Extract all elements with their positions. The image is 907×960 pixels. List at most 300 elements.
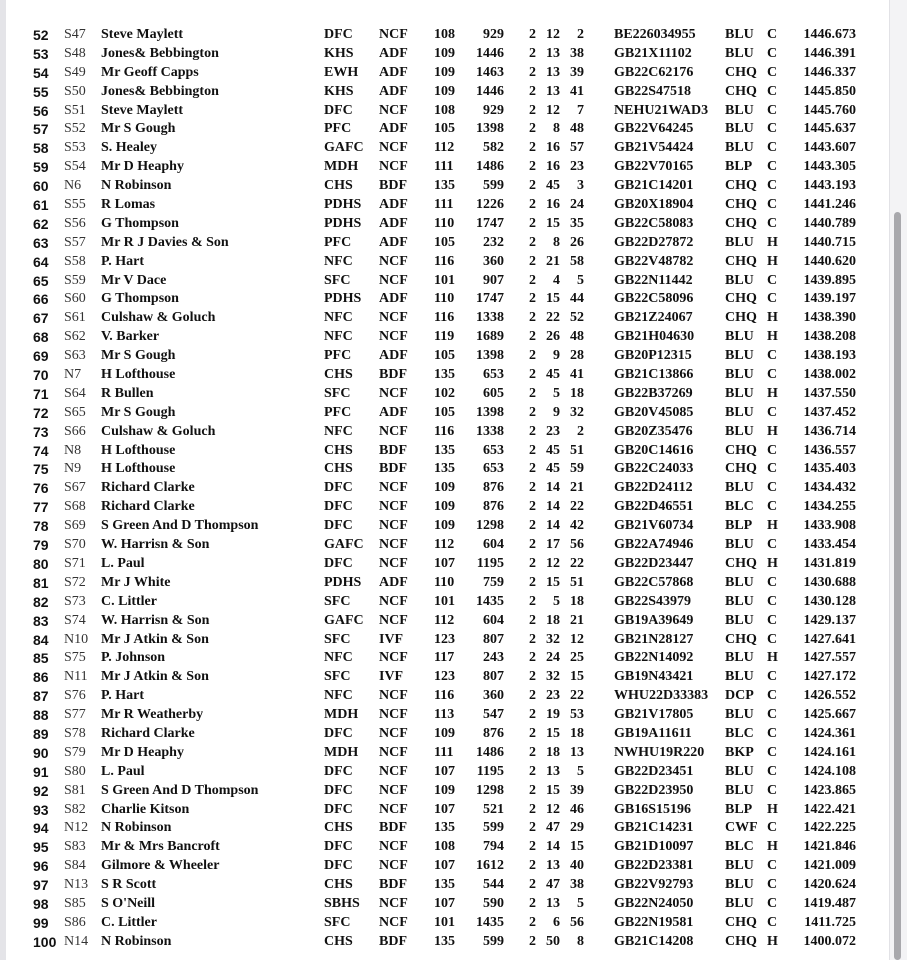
fancier-name-cell: Mr D Heaphy [101, 744, 184, 760]
miles-cell: 108 [434, 839, 455, 855]
miles-cell: 108 [434, 102, 455, 118]
position-cell: 57 [33, 121, 49, 138]
sex-cell: H [767, 839, 778, 855]
ring-number-cell: GB22D23381 [614, 858, 694, 874]
minute-cell: 21 [570, 612, 584, 628]
velocity-cell: 1443.305 [803, 159, 856, 175]
hour-cell: 5 [553, 593, 560, 609]
fancier-name-cell: W. Harrisn & Son [101, 537, 210, 553]
club-cell: GAFC [324, 537, 364, 553]
hour-cell: 32 [546, 669, 560, 685]
club-cell: CHS [324, 820, 353, 836]
colour-cell: BLU [725, 234, 754, 250]
section-position-cell: N14 [64, 933, 89, 949]
position-cell: 65 [33, 272, 49, 289]
day-cell: 2 [529, 725, 536, 741]
position-cell: 84 [33, 631, 49, 648]
position-cell: 61 [33, 197, 49, 214]
hour-cell: 12 [546, 27, 560, 42]
colour-cell: BLU [725, 385, 754, 401]
position-cell: 88 [33, 707, 49, 724]
miles-cell: 105 [434, 121, 455, 137]
federation-cell: NCF [379, 518, 408, 534]
ring-number-cell: GB22D23447 [614, 555, 694, 571]
yards-cell: 653 [483, 442, 504, 458]
day-cell: 2 [529, 385, 536, 401]
club-cell: CHS [324, 442, 353, 458]
minute-cell: 21 [570, 480, 584, 496]
day-cell: 2 [529, 367, 536, 383]
colour-cell: CWF [725, 820, 758, 836]
yards-cell: 1195 [476, 555, 504, 571]
yards-cell: 243 [483, 650, 504, 666]
sex-cell: C [767, 140, 778, 156]
section-position-cell: S75 [64, 650, 86, 666]
section-position-cell: N10 [64, 631, 89, 647]
velocity-cell: 1438.390 [803, 310, 856, 326]
colour-cell: BLP [725, 518, 753, 534]
minute-cell: 38 [570, 877, 584, 893]
minute-cell: 51 [570, 574, 584, 590]
fancier-name-cell: Jones& Bebbington [101, 83, 219, 99]
minute-cell: 41 [570, 83, 584, 99]
club-cell: MDH [324, 707, 359, 723]
yards-cell: 599 [483, 820, 504, 836]
colour-cell: BLU [725, 650, 754, 666]
minute-cell: 58 [570, 253, 584, 269]
ring-number-cell: NWHU19R220 [614, 744, 705, 760]
fancier-name-cell: Jones& Bebbington [101, 45, 219, 61]
sex-cell: H [767, 329, 778, 345]
miles-cell: 109 [434, 64, 455, 80]
sex-cell: C [767, 83, 778, 99]
table-row [0, 64, 889, 83]
position-cell: 85 [33, 650, 49, 667]
sex-cell: C [767, 348, 778, 364]
fancier-name-cell: H Lofthouse [101, 442, 176, 458]
section-position-cell: S47 [64, 27, 86, 42]
table-row [0, 234, 889, 253]
yards-cell: 876 [483, 725, 504, 741]
hour-cell: 45 [546, 461, 560, 477]
federation-cell: NCF [379, 423, 408, 439]
miles-cell: 111 [434, 159, 454, 175]
yards-cell: 1486 [476, 159, 504, 175]
ring-number-cell: WHU22D33383 [614, 688, 709, 704]
sex-cell: C [767, 612, 778, 628]
yards-cell: 1689 [476, 329, 504, 345]
table-row [0, 366, 889, 385]
yards-cell: 604 [483, 612, 504, 628]
ring-number-cell: GB21Z24067 [614, 310, 693, 326]
section-position-cell: S82 [64, 801, 86, 817]
section-position-cell: S50 [64, 83, 86, 99]
section-position-cell: S67 [64, 480, 86, 496]
minute-cell: 53 [570, 707, 584, 723]
colour-cell: BLP [725, 801, 753, 817]
sex-cell: C [767, 197, 778, 213]
hour-cell: 45 [546, 367, 560, 383]
miles-cell: 109 [434, 499, 455, 515]
sex-cell: C [767, 820, 778, 836]
ring-number-cell: GB21V17805 [614, 707, 694, 723]
yards-cell: 929 [483, 27, 504, 42]
section-position-cell: S63 [64, 348, 86, 364]
minute-cell: 41 [570, 367, 584, 383]
position-cell: 92 [33, 782, 49, 799]
colour-cell: CHQ [725, 310, 757, 326]
ring-number-cell: GB21C14208 [614, 933, 694, 949]
miles-cell: 112 [434, 537, 455, 553]
velocity-cell: 1446.391 [803, 45, 856, 61]
miles-cell: 107 [434, 858, 455, 874]
sex-cell: C [767, 895, 778, 911]
ring-number-cell: GB20X18904 [614, 197, 694, 213]
day-cell: 2 [529, 744, 536, 760]
table-row [0, 328, 889, 347]
table-row [0, 725, 889, 744]
sex-cell: C [767, 725, 778, 741]
section-position-cell: S51 [64, 102, 86, 118]
federation-cell: NCF [379, 725, 408, 741]
section-position-cell: S53 [64, 140, 86, 156]
federation-cell: ADF [379, 404, 408, 420]
minute-cell: 2 [577, 27, 584, 42]
section-position-cell: S86 [64, 914, 86, 930]
position-cell: 99 [33, 914, 49, 931]
section-position-cell: S79 [64, 744, 86, 760]
hour-cell: 21 [546, 253, 560, 269]
hour-cell: 16 [546, 140, 560, 156]
federation-cell: NCF [379, 839, 408, 855]
ring-number-cell: GB22V48782 [614, 253, 694, 269]
table-row [0, 83, 889, 102]
hour-cell: 12 [546, 102, 560, 118]
colour-cell: DCP [725, 688, 754, 704]
miles-cell: 109 [434, 725, 455, 741]
fancier-name-cell: Mr & Mrs Bancroft [101, 839, 220, 855]
miles-cell: 105 [434, 234, 455, 250]
minute-cell: 39 [570, 782, 584, 798]
velocity-cell: 1437.452 [803, 404, 856, 420]
fancier-name-cell: Mr S Gough [101, 404, 176, 420]
ring-number-cell: GB22C62176 [614, 64, 694, 80]
sex-cell: C [767, 27, 778, 42]
section-position-cell: S52 [64, 121, 86, 137]
miles-cell: 109 [434, 480, 455, 496]
hour-cell: 45 [546, 442, 560, 458]
colour-cell: BLU [725, 102, 754, 118]
federation-cell: ADF [379, 215, 408, 231]
yards-cell: 1612 [476, 858, 504, 874]
position-cell: 80 [33, 555, 49, 572]
position-cell: 69 [33, 348, 49, 365]
velocity-cell: 1438.208 [803, 329, 856, 345]
federation-cell: BDF [379, 442, 407, 458]
sex-cell: C [767, 64, 778, 80]
sex-cell: C [767, 291, 778, 307]
minute-cell: 5 [577, 895, 584, 911]
hour-cell: 14 [546, 518, 560, 534]
position-cell: 82 [33, 593, 49, 610]
day-cell: 2 [529, 102, 536, 118]
ring-number-cell: GB22N19581 [614, 914, 694, 930]
hour-cell: 14 [546, 839, 560, 855]
minute-cell: 22 [570, 688, 584, 704]
ring-number-cell: GB22D46551 [614, 499, 694, 515]
club-cell: KHS [324, 83, 354, 99]
ring-number-cell: GB21C13866 [614, 367, 694, 383]
ring-number-cell: GB22C58083 [614, 215, 694, 231]
hour-cell: 24 [546, 650, 560, 666]
ring-number-cell: GB22C58096 [614, 291, 694, 307]
miles-cell: 109 [434, 518, 455, 534]
yards-cell: 590 [483, 895, 504, 911]
hour-cell: 47 [546, 820, 560, 836]
position-cell: 98 [33, 895, 49, 912]
minute-cell: 15 [570, 669, 584, 685]
club-cell: PFC [324, 121, 352, 137]
fancier-name-cell: Culshaw & Goluch [101, 423, 216, 439]
fancier-name-cell: Mr J Atkin & Son [101, 669, 209, 685]
vertical-scrollbar-thumb[interactable] [894, 212, 901, 960]
ring-number-cell: GB21N28127 [614, 631, 694, 647]
day-cell: 2 [529, 272, 536, 288]
federation-cell: BDF [379, 461, 407, 477]
hour-cell: 22 [546, 310, 560, 326]
velocity-cell: 1435.403 [803, 461, 856, 477]
miles-cell: 105 [434, 404, 455, 420]
minute-cell: 39 [570, 64, 584, 80]
federation-cell: NCF [379, 707, 408, 723]
position-cell: 70 [33, 367, 49, 384]
section-position-cell: N13 [64, 877, 89, 893]
minute-cell: 5 [577, 272, 584, 288]
ring-number-cell: GB20P12315 [614, 348, 692, 364]
table-row [0, 593, 889, 612]
day-cell: 2 [529, 518, 536, 534]
fancier-name-cell: S O'Neill [101, 895, 156, 911]
day-cell: 2 [529, 291, 536, 307]
day-cell: 2 [529, 121, 536, 137]
miles-cell: 110 [434, 215, 455, 231]
velocity-cell: 1420.624 [803, 877, 856, 893]
velocity-cell: 1440.715 [803, 234, 856, 250]
club-cell: PDHS [324, 574, 362, 590]
velocity-cell: 1429.137 [803, 612, 856, 628]
fancier-name-cell: W. Harrisn & Son [101, 612, 210, 628]
fancier-name-cell: Gilmore & Wheeler [101, 858, 220, 874]
position-cell: 79 [33, 537, 49, 554]
federation-cell: NCF [379, 801, 408, 817]
miles-cell: 135 [434, 461, 455, 477]
position-cell: 60 [33, 178, 49, 195]
section-position-cell: S48 [64, 45, 86, 61]
club-cell: DFC [324, 102, 353, 118]
federation-cell: NCF [379, 329, 408, 345]
section-position-cell: S76 [64, 688, 86, 704]
section-position-cell: S73 [64, 593, 86, 609]
colour-cell: BLU [725, 537, 754, 553]
colour-cell: BLC [725, 499, 754, 515]
yards-cell: 1747 [476, 291, 504, 307]
club-cell: GAFC [324, 140, 364, 156]
minute-cell: 5 [577, 763, 584, 779]
club-cell: EWH [324, 64, 359, 80]
club-cell: PFC [324, 404, 352, 420]
ring-number-cell: GB22V70165 [614, 159, 694, 175]
club-cell: MDH [324, 744, 359, 760]
velocity-cell: 1423.865 [803, 782, 856, 798]
club-cell: DFC [324, 725, 353, 741]
club-cell: DFC [324, 27, 353, 42]
colour-cell: BLU [725, 895, 754, 911]
velocity-cell: 1437.550 [803, 385, 856, 401]
hour-cell: 26 [546, 329, 560, 345]
miles-cell: 107 [434, 555, 455, 571]
colour-cell: BLC [725, 725, 754, 741]
sex-cell: C [767, 121, 778, 137]
yards-cell: 1195 [476, 763, 504, 779]
fancier-name-cell: R Lomas [101, 197, 156, 213]
section-position-cell: S80 [64, 763, 86, 779]
miles-cell: 105 [434, 348, 455, 364]
ring-number-cell: GB21X11102 [614, 45, 692, 61]
velocity-cell: 1439.197 [803, 291, 856, 307]
yards-cell: 794 [483, 839, 504, 855]
fancier-name-cell: Culshaw & Goluch [101, 310, 216, 326]
minute-cell: 26 [570, 234, 584, 250]
table-row [0, 460, 889, 479]
section-position-cell: S69 [64, 518, 86, 534]
fancier-name-cell: S Green And D Thompson [101, 518, 259, 534]
hour-cell: 18 [546, 744, 560, 760]
race-results-table [0, 26, 889, 952]
yards-cell: 521 [483, 801, 504, 817]
day-cell: 2 [529, 461, 536, 477]
fancier-name-cell: N Robinson [101, 178, 172, 194]
day-cell: 2 [529, 782, 536, 798]
fancier-name-cell: P. Johnson [101, 650, 166, 666]
velocity-cell: 1422.421 [803, 801, 856, 817]
colour-cell: BKP [725, 744, 754, 760]
club-cell: SFC [324, 914, 351, 930]
sex-cell: C [767, 763, 778, 779]
sex-cell: H [767, 933, 778, 949]
yards-cell: 907 [483, 272, 504, 288]
sex-cell: C [767, 858, 778, 874]
colour-cell: BLU [725, 877, 754, 893]
velocity-cell: 1427.557 [803, 650, 856, 666]
section-position-cell: S57 [64, 234, 86, 250]
federation-cell: NCF [379, 763, 408, 779]
club-cell: PDHS [324, 197, 362, 213]
colour-cell: BLP [725, 159, 753, 175]
position-cell: 67 [33, 310, 49, 327]
ring-number-cell: GB22D24112 [614, 480, 693, 496]
miles-cell: 102 [434, 385, 455, 401]
miles-cell: 101 [434, 593, 455, 609]
section-position-cell: N12 [64, 820, 89, 836]
ring-number-cell: GB21V54424 [614, 140, 694, 156]
sex-cell: C [767, 442, 778, 458]
minute-cell: 35 [570, 215, 584, 231]
day-cell: 2 [529, 574, 536, 590]
velocity-cell: 1443.607 [803, 140, 856, 156]
federation-cell: BDF [379, 933, 407, 949]
section-position-cell: S81 [64, 782, 86, 798]
velocity-cell: 1436.714 [803, 423, 856, 439]
fancier-name-cell: Mr S Gough [101, 121, 176, 137]
day-cell: 2 [529, 895, 536, 911]
section-position-cell: S54 [64, 159, 86, 175]
yards-cell: 653 [483, 461, 504, 477]
minute-cell: 44 [570, 291, 584, 307]
position-cell: 68 [33, 329, 49, 346]
position-cell: 91 [33, 763, 49, 780]
velocity-cell: 1421.846 [803, 839, 856, 855]
position-cell: 62 [33, 215, 49, 232]
yards-cell: 1298 [476, 518, 504, 534]
federation-cell: NCF [379, 102, 408, 118]
table-row [0, 857, 889, 876]
table-row [0, 120, 889, 139]
table-row [0, 782, 889, 801]
hour-cell: 15 [546, 291, 560, 307]
hour-cell: 5 [553, 385, 560, 401]
club-cell: PDHS [324, 291, 362, 307]
club-cell: SBHS [324, 895, 360, 911]
section-position-cell: S58 [64, 253, 86, 269]
federation-cell: NCF [379, 914, 408, 930]
sex-cell: C [767, 877, 778, 893]
table-row [0, 706, 889, 725]
ring-number-cell: GB22C24033 [614, 461, 694, 477]
club-cell: DFC [324, 858, 353, 874]
hour-cell: 9 [553, 348, 560, 364]
colour-cell: CHQ [725, 64, 757, 80]
colour-cell: BLU [725, 574, 754, 590]
minute-cell: 56 [570, 914, 584, 930]
yards-cell: 599 [483, 933, 504, 949]
section-position-cell: N11 [64, 669, 88, 685]
day-cell: 2 [529, 442, 536, 458]
sex-cell: C [767, 537, 778, 553]
velocity-cell: 1445.850 [803, 83, 856, 99]
yards-cell: 582 [483, 140, 504, 156]
ring-number-cell: GB22N11442 [614, 272, 693, 288]
table-row [0, 102, 889, 121]
section-position-cell: S64 [64, 385, 86, 401]
federation-cell: IVF [379, 631, 404, 647]
sex-cell: C [767, 593, 778, 609]
day-cell: 2 [529, 877, 536, 893]
yards-cell: 1435 [476, 914, 504, 930]
day-cell: 2 [529, 253, 536, 269]
velocity-cell: 1440.620 [803, 253, 856, 269]
federation-cell: NCF [379, 650, 408, 666]
hour-cell: 9 [553, 404, 560, 420]
ring-number-cell: GB19A39649 [614, 612, 694, 628]
position-cell: 52 [33, 27, 49, 43]
fancier-name-cell: S R Scott [101, 877, 157, 893]
fancier-name-cell: S Green And D Thompson [101, 782, 259, 798]
minute-cell: 56 [570, 537, 584, 553]
velocity-cell: 1434.432 [803, 480, 856, 496]
hour-cell: 45 [546, 178, 560, 194]
miles-cell: 107 [434, 801, 455, 817]
federation-cell: NCF [379, 385, 408, 401]
